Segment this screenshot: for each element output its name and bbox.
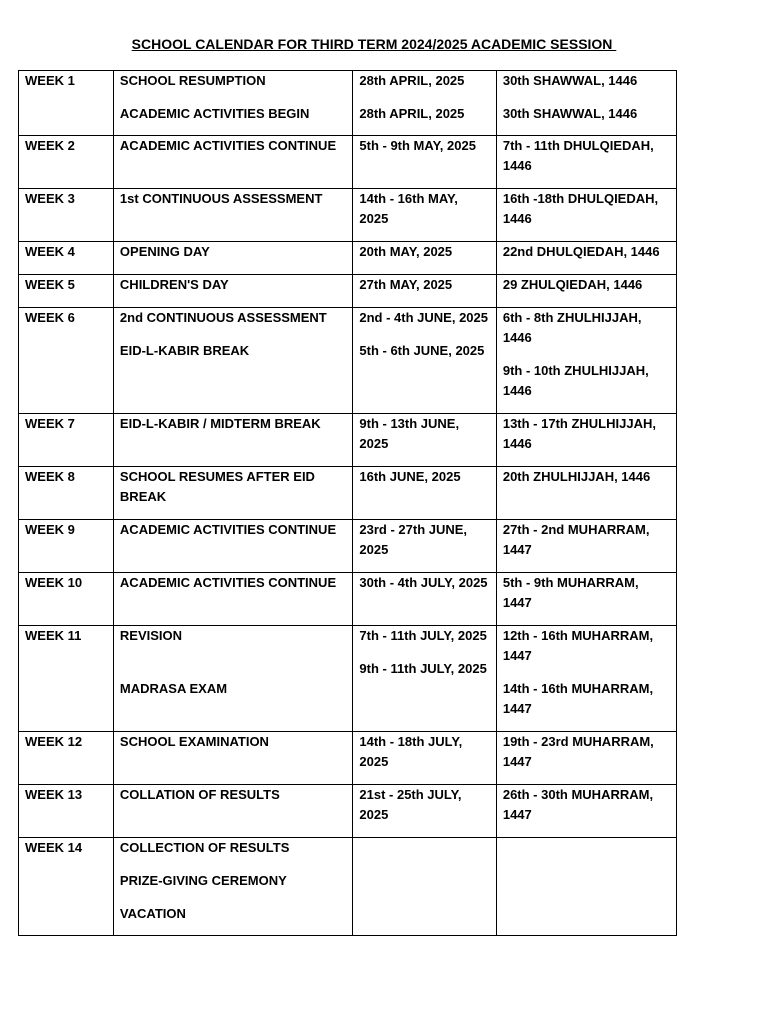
hijri-date-cell [496, 467, 676, 520]
hijri-date-cell [496, 626, 676, 732]
hijri-date-cell [496, 573, 676, 626]
event-text: REVISION [119, 628, 183, 643]
hijri-date-text: 5th - 9th MUHARRAM, 1447 [502, 575, 639, 610]
event-cell [113, 838, 352, 936]
date-cell [353, 573, 496, 626]
date-cell [353, 414, 496, 467]
event-cell [113, 573, 352, 626]
table-row [19, 626, 677, 732]
event-text: OPENING DAY [119, 244, 210, 259]
week-cell: WEEK 6 [19, 308, 114, 414]
date-cell [353, 838, 496, 936]
event-text: SCHOOL RESUMPTION [119, 73, 266, 88]
hijri-date-cell [496, 785, 676, 838]
date-cell [353, 520, 496, 573]
event-cell [113, 136, 352, 189]
event-cell [113, 308, 352, 414]
week-cell: WEEK 1 [19, 71, 114, 136]
document-title: SCHOOL CALENDAR FOR THIRD TERM 2024/2025 ACADEMIC SESSION [131, 36, 617, 52]
calendar-table [18, 70, 677, 936]
date-text: 20th MAY, 2025 [359, 244, 453, 259]
event-cell [113, 785, 352, 838]
event-text: ACADEMIC ACTIVITIES BEGIN [119, 106, 310, 121]
hijri-date-text: 13th - 17th ZHULHIJJAH, 1446 [502, 416, 656, 451]
hijri-date-text: 9th - 10th ZHULHIJJAH, 1446 [502, 363, 649, 398]
date-text: 14th - 18th JULY, 2025 [359, 734, 463, 769]
date-text: 23rd - 27th JUNE, 2025 [359, 522, 468, 557]
date-cell [353, 308, 496, 414]
hijri-date-text: 20th ZHULHIJJAH, 1446 [502, 469, 651, 484]
event-cell [113, 467, 352, 520]
date-cell [353, 71, 496, 136]
event-text: CHILDREN'S DAY [119, 277, 229, 292]
hijri-date-text: 12th - 16th MUHARRAM, 1447 [502, 628, 654, 663]
event-text: EID-L-KABIR / MIDTERM BREAK [119, 416, 321, 431]
date-text: 30th - 4th JULY, 2025 [359, 575, 488, 590]
hijri-date-cell [496, 414, 676, 467]
hijri-date-text: 16th -18th DHULQIEDAH, 1446 [502, 191, 659, 226]
hijri-date-text: 14th - 16th MUHARRAM, 1447 [502, 681, 654, 716]
date-cell [353, 136, 496, 189]
week-cell: WEEK 2 [19, 136, 114, 189]
date-cell [353, 189, 496, 242]
date-text: 28th APRIL, 2025 [359, 106, 465, 121]
table-row [19, 136, 677, 189]
week-cell: WEEK 10 [19, 573, 114, 626]
event-cell [113, 71, 352, 136]
date-text: 14th - 16th MAY, 2025 [359, 191, 458, 226]
week-cell: WEEK 4 [19, 242, 114, 275]
week-cell: WEEK 13 [19, 785, 114, 838]
hijri-date-cell [496, 136, 676, 189]
event-text: COLLATION OF RESULTS [119, 787, 280, 802]
event-cell [113, 520, 352, 573]
table-row [19, 467, 677, 520]
event-text: 1st CONTINUOUS ASSESSMENT [119, 191, 323, 206]
hijri-date-cell [496, 732, 676, 785]
event-text: ACADEMIC ACTIVITIES CONTINUE [119, 575, 337, 590]
week-cell: WEEK 3 [19, 189, 114, 242]
event-text: PRIZE-GIVING CEREMONY [119, 873, 287, 888]
table-row [19, 520, 677, 573]
event-text: SCHOOL RESUMES AFTER EID BREAK [119, 469, 315, 504]
event-cell [113, 732, 352, 785]
date-text: 21st - 25th JULY, 2025 [359, 787, 462, 822]
table-row [19, 838, 677, 936]
hijri-date-text: 7th - 11th DHULQIEDAH, 1446 [502, 138, 654, 173]
table-row [19, 573, 677, 626]
table-row [19, 308, 677, 414]
event-text: ACADEMIC ACTIVITIES CONTINUE [119, 522, 337, 537]
hijri-date-cell [496, 242, 676, 275]
event-text: 2nd CONTINUOUS ASSESSMENT [119, 310, 327, 325]
hijri-date-text: 22nd DHULQIEDAH, 1446 [502, 244, 660, 259]
hijri-date-text: 29 ZHULQIEDAH, 1446 [502, 277, 643, 292]
week-cell: WEEK 11 [19, 626, 114, 732]
hijri-date-text: 30th SHAWWAL, 1446 [502, 73, 638, 88]
event-cell [113, 189, 352, 242]
event-cell [113, 275, 352, 308]
table-row [19, 732, 677, 785]
date-cell [353, 785, 496, 838]
week-cell: WEEK 5 [19, 275, 114, 308]
table-row [19, 275, 677, 308]
table-row [19, 414, 677, 467]
week-cell: WEEK 14 [19, 838, 114, 936]
date-cell [353, 732, 496, 785]
table-row [19, 785, 677, 838]
date-text: 5th - 6th JUNE, 2025 [359, 343, 485, 358]
table-row [19, 189, 677, 242]
hijri-date-text: 30th SHAWWAL, 1446 [502, 106, 638, 121]
hijri-date-cell [496, 520, 676, 573]
hijri-date-text: 26th - 30th MUHARRAM, 1447 [502, 787, 654, 822]
week-cell: WEEK 12 [19, 732, 114, 785]
date-cell [353, 467, 496, 520]
date-cell [353, 275, 496, 308]
week-cell: WEEK 8 [19, 467, 114, 520]
date-text: 7th - 11th JULY, 2025 [359, 628, 487, 643]
date-text: 5th - 9th MAY, 2025 [359, 138, 476, 153]
event-cell [113, 626, 352, 732]
hijri-date-text: 27th - 2nd MUHARRAM, 1447 [502, 522, 650, 557]
table-row [19, 71, 677, 136]
date-text: 28th APRIL, 2025 [359, 73, 465, 88]
hijri-date-text: 19th - 23rd MUHARRAM, 1447 [502, 734, 654, 769]
event-text: COLLECTION OF RESULTS [119, 840, 290, 855]
hijri-date-cell [496, 308, 676, 414]
date-text: 16th JUNE, 2025 [359, 469, 461, 484]
event-text: MADRASA EXAM [119, 681, 228, 696]
event-cell [113, 242, 352, 275]
hijri-date-cell [496, 71, 676, 136]
date-text: 9th - 11th JULY, 2025 [359, 661, 487, 676]
week-cell: WEEK 7 [19, 414, 114, 467]
hijri-date-cell [496, 838, 676, 936]
table-row [19, 242, 677, 275]
hijri-date-cell [496, 275, 676, 308]
event-text: VACATION [119, 906, 186, 921]
week-cell: WEEK 9 [19, 520, 114, 573]
date-cell [353, 242, 496, 275]
event-text: SCHOOL EXAMINATION [119, 734, 269, 749]
event-text: ACADEMIC ACTIVITIES CONTINUE [119, 138, 337, 153]
date-text: 2nd - 4th JUNE, 2025 [359, 310, 488, 325]
date-cell [353, 626, 496, 732]
hijri-date-cell [496, 189, 676, 242]
event-text: EID-L-KABIR BREAK [119, 343, 250, 358]
event-cell [113, 414, 352, 467]
hijri-date-text: 6th - 8th ZHULHIJJAH, 1446 [502, 310, 642, 345]
date-text: 9th - 13th JUNE, 2025 [359, 416, 460, 451]
date-text: 27th MAY, 2025 [359, 277, 453, 292]
